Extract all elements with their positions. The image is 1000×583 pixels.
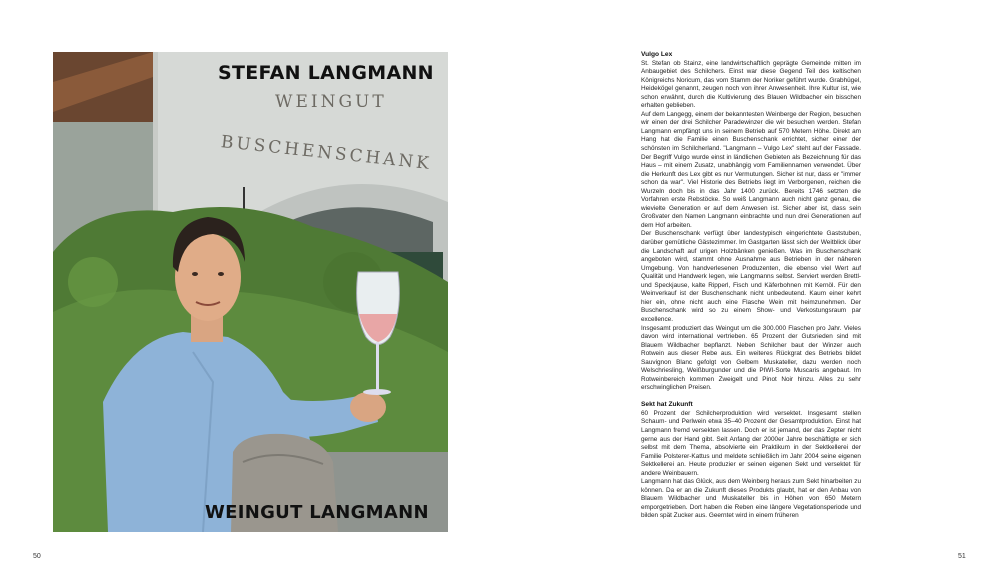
photo-title: STEFAN LANGMANN: [218, 62, 434, 84]
page-number-right: 51: [958, 553, 966, 560]
article-column: [641, 51, 861, 521]
paragraph: Der Buschenschank verfügt über landestypisch eingerichtete Gaststuben, darüber gemütliche Gästezimmer. Im Gastgarten lässt sich der Weitblick über die Landschaft auf urigen Holzbänken genießen. Was im Buschenschank angeboten wird, stammt ohne Ausnahme aus Betrieben in der näheren Umgebung. Von handverlesenen Produzenten, die ebenso viel Wert auf Qualität und Handwerk legen, wie Langmanns selbst. Serviert werden Brettl- und Speckjause, kalte Ripperl, Fisch und Käferbohnen mit Kernöl. Für den Weinverkauf ist der Buschenschank nicht unbedeutend. Kaum einer kehrt hier ein, ohne nicht auch eine Flasche Wein mit heimzunehmen. Der Buschenschank wird so zu einem Show- und Verkostungsraum par excellence.: [641, 230, 861, 323]
winemaker-photo: [53, 52, 448, 532]
paragraph: 60 Prozent der Schilcherproduktion wird versektet. Insgesamt stellen Schaum- und Perlwein etwa 35–40 Prozent der Gesamtproduktion. Einst hat Langmann fremd versekten lassen. Doch er ist jemand, der das Zepter nicht gerne aus der Hand gibt. Seit Anfang der 2000er Jahre beschäftigte er sich selbst mit dem Thema, absolvierte ein Praktikum in der Sektkellerei der Familie Polsterer-Kattus und meldete schließlich im Jahr 2004 seine eigenen Sektkellerei an. Heute produzier er seinen eigenen Sekt und versektet für andere Weinbauern.: [641, 409, 861, 477]
paragraph: Auf dem Langegg, einem der bekanntesten Weinberge der Region, besuchen wir einen der drei Schilcher Paradewinzer die wir besuchen werden. Stefan Langmann empfängt uns in seinem Betrieb auf 570 Metern Höhe. Direkt am Hang hat die Familie einen Buschenschank errichtet, sicher einer der schönsten im Schilcherland. "Langmann – Vulgo Lex" steht auf der Fassade. Der Begriff Vulgo wurde einst in ländlichen Gebieten als Bezeichnung für das Haus – mit einem Zusatz, unabhängig vom Familiennamen verwendet. Über die Herkunft des Lex gibt es nur Vermutungen. Sicher ist nur, dass er "immer schon da war". Viel Historie des Betriebs liegt im Verborgenen, reichen die Wurzeln doch bis in das Jahr 1400 zurück. Bereits 1746 setzten die Vorfahren erste Rebstöcke. So weiß Langmann auch nicht ganz genau, die wievielte Generation er auf dem Anwesen ist. Sicher aber ist, dass sein Großvater den Namen Langmann einbrachte und nun drei Generationen auf dem Hof arbeiten.: [641, 110, 861, 229]
wall-lettering-weingut: WEINGUT: [275, 92, 387, 112]
photo-illustration: [53, 52, 448, 532]
paragraph: Langmann hat das Glück, aus dem Weinberg heraus zum Sekt hinarbeiten zu können. Da er an die Zukunft dieses Produkts glaubt, hat er den Anbau von Blauem Wildbacher und Muskateller bis in Höhen von 650 Metern emporgetrieben. Dort haben die Reben eine längere Vegetationsperiode und bilden spät Zucker aus. Geerntet wird in einem früheren: [641, 478, 861, 520]
wall-lettering-buschenschank: BUSCHENSCHANK: [219, 132, 433, 175]
paragraph: St. Stefan ob Stainz, eine landwirtschaftlich geprägte Gemeinde mitten im Anbaugebiet des Schilchers. Einst war diese Gegend Teil des keltischen Königreichs Noricum, das vom Stamm der Noriker geführt wurde. Grabhügel, Heidekögel genannt, zeugen noch von ihrer Anwesenheit. Ihre Kultur ist, wie schon erwähnt, durch die Kultivierung des Blauen Wildbacher ein bisschen erhalten geblieben.: [641, 59, 861, 110]
page-number-left: 50: [33, 553, 41, 560]
section-heading-sekt: Sekt hat Zukunft: [641, 401, 693, 409]
paragraph: Insgesamt produziert das Weingut um die 300.000 Flaschen pro Jahr. Vieles davon wird international vertrieben. 65 Prozent der Gutsrieden sind mit Blauem Wildbacher bepflanzt. Neben Schilcher baut der Winzer auch Rotwein aus dieser Rebe aus. Ein weiteres Rückgrat des Betriebs bildet Sauvignon Blanc gefolgt von Gelbem Muskateller, dazu werden noch Welschriesling, Weißburgunder und die PIWI-Sorte Muscaris angebaut. Im Rotweinbereich kommen Zweigelt und Pinot Noir hinzu. Alles zu sehr erschwinglichen Preisen.: [641, 324, 861, 392]
photo-footer-title: WEINGUT LANGMANN: [205, 502, 429, 523]
section-heading-vulgo-lex: Vulgo Lex: [641, 51, 673, 58]
